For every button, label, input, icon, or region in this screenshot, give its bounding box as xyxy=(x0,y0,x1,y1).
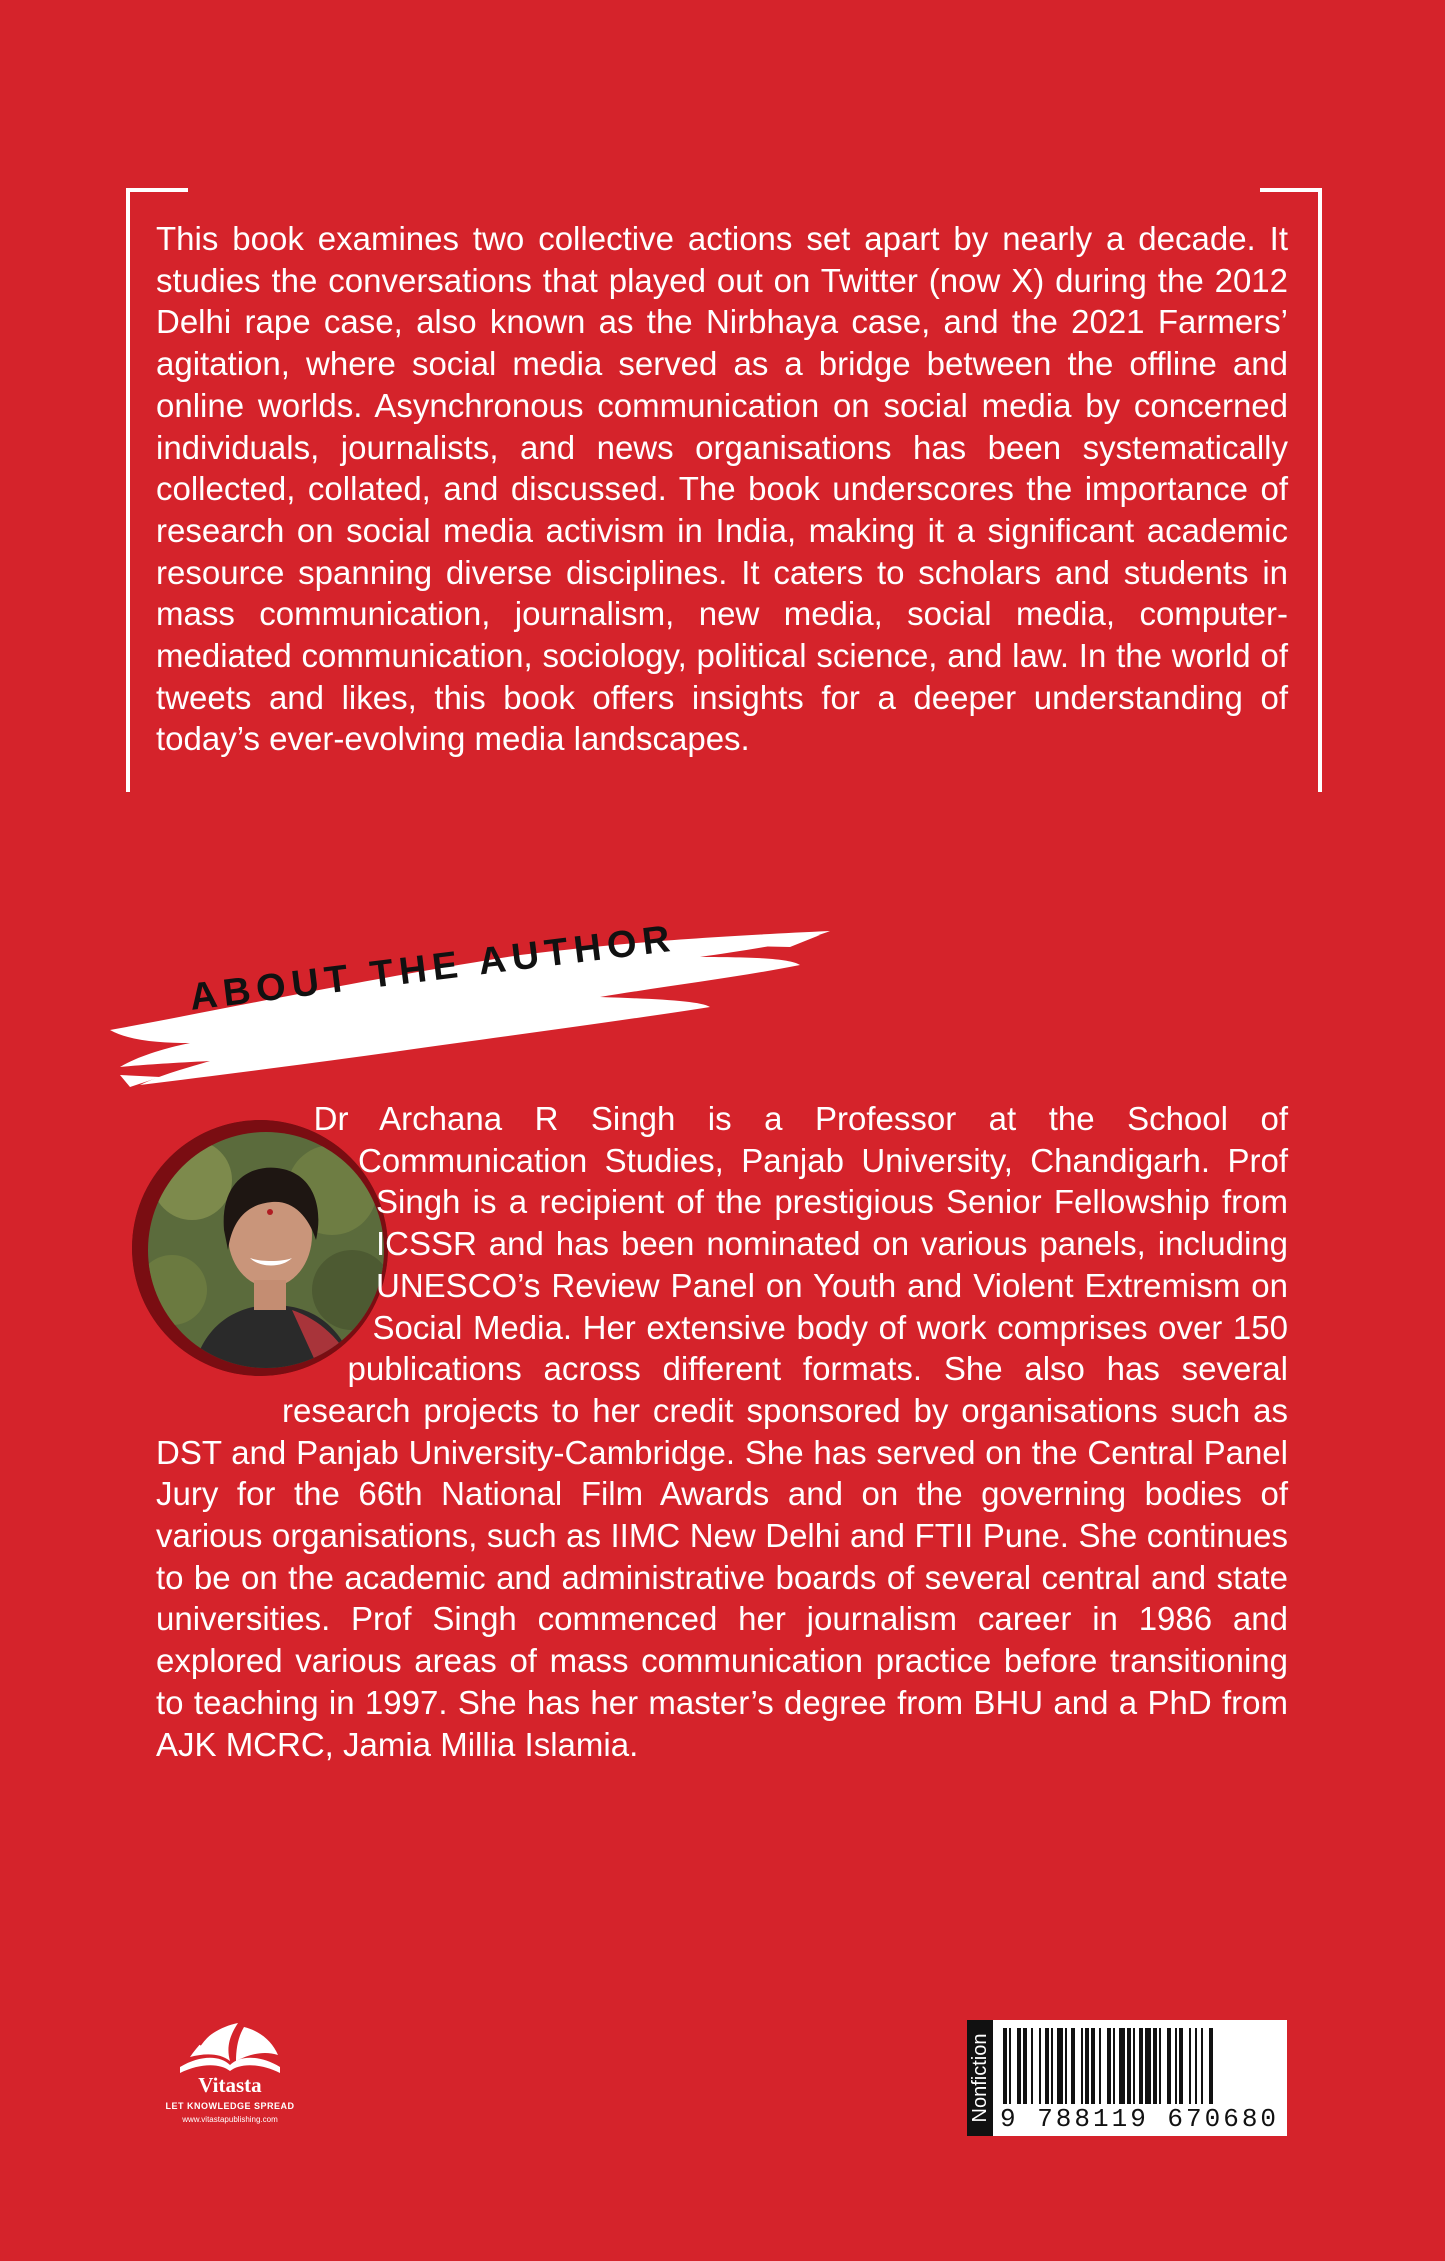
barcode-bar xyxy=(1209,2028,1213,2104)
barcode-bar xyxy=(1085,2028,1089,2104)
open-book-icon xyxy=(160,2015,300,2075)
barcode-bar xyxy=(1159,2028,1161,2104)
category-text: Nonfiction xyxy=(969,2033,991,2123)
barcode-bar xyxy=(1003,2028,1007,2104)
barcode-bar xyxy=(1107,2028,1111,2104)
barcode-bar xyxy=(1057,2028,1063,2104)
barcode-bar xyxy=(1091,2028,1095,2104)
barcode-bar xyxy=(1023,2028,1027,2104)
publisher-tagline: LET KNOWLEDGE SPREAD xyxy=(165,2101,295,2111)
barcode-bar xyxy=(1153,2028,1157,2104)
author-bio-text: Dr Archana R Singh is a Professor at the School of Communication Studies, Panjab University, Chandigarh. Prof Singh is a recipient of the prestigious Senior Fellowship from ICSSR and has been nominated on various panels, including UNESCO’s Review Panel on Youth and Violent Extremism on Social Media. Her extensive body of work comprises over 150 publications across different formats. She also has several research projects to her credit sponsored by organisations such as DST and Panjab University-Cambridge. She has served on the Central Panel Jury for the 66th National Film Awards and on the governing bodies of various organisations, such as IIMC New Delhi and FTII Pune. She continues to be on the academic and administrative boards of several central and state universities. Prof Singh commenced her journalism career in 1986 and explored various areas of mass communication practice before transitioning to teaching in 1997. She has her master’s degree from BHU and a PhD from AJK MCRC, Jamia Millia Islamia. xyxy=(156,1100,1288,1763)
barcode-bar xyxy=(1133,2028,1135,2104)
about-author-heading: ABOUT THE AUTHOR xyxy=(187,917,679,1019)
barcode-bar xyxy=(1195,2028,1197,2104)
barcode-bar xyxy=(1099,2028,1101,2104)
barcode-bar xyxy=(1071,2028,1075,2104)
barcode-bar xyxy=(1145,2028,1151,2104)
book-blurb: This book examines two collective actions set apart by nearly a decade. It studies the conversations that played out on Twitter (now X) during the 2012 Delhi rape case, also known as the Nirbhaya case, and the 2021 Farmers’ agitation, where social media served as a bridge between the offline and online worlds. Asynchronous communication on social media by concerned individuals, journalists, and news organisations has been systematically collected, collated, and discussed. The book underscores the importance of research on social media activism in India, making it a significant academic resource spanning diverse disciplines. It caters to scholars and students in mass communication, journalism, new media, social media, computer-mediated communication, sociology, political science, and law. In the world of tweets and likes, this book offers insights for a deeper understanding of today’s ever-evolving media landscapes. xyxy=(156,220,1288,758)
category-label xyxy=(967,2020,993,2136)
barcode-bar xyxy=(1039,2028,1041,2104)
barcode-bar xyxy=(1065,2028,1067,2104)
barcode-bar xyxy=(1201,2028,1203,2104)
barcode-bar xyxy=(1175,2028,1177,2104)
barcode-bar xyxy=(1119,2028,1125,2104)
barcode-bar xyxy=(1031,2028,1033,2104)
publisher-url: www.vitastapublishing.com xyxy=(182,2115,278,2124)
barcode-bar xyxy=(1113,2028,1115,2104)
barcode-bar xyxy=(1051,2028,1053,2104)
author-bio xyxy=(156,1098,1288,1765)
barcode-bar xyxy=(1127,2028,1131,2104)
barcode-bar xyxy=(1081,2028,1083,2104)
barcode-bar xyxy=(1045,2028,1049,2104)
isbn-number: 9 788119 670680 xyxy=(1000,2104,1280,2134)
barcode-bar xyxy=(1167,2028,1171,2104)
bio-wrap-spacer-1 xyxy=(126,1118,376,1418)
barcode-bar xyxy=(1189,2028,1191,2104)
barcode-bar xyxy=(1139,2028,1143,2104)
barcode-bar xyxy=(1009,2028,1011,2104)
barcode-bar xyxy=(1179,2028,1183,2104)
publisher-logo xyxy=(160,2015,300,2135)
publisher-name: Vitasta xyxy=(198,2073,262,2097)
barcode-bar xyxy=(1017,2028,1021,2104)
